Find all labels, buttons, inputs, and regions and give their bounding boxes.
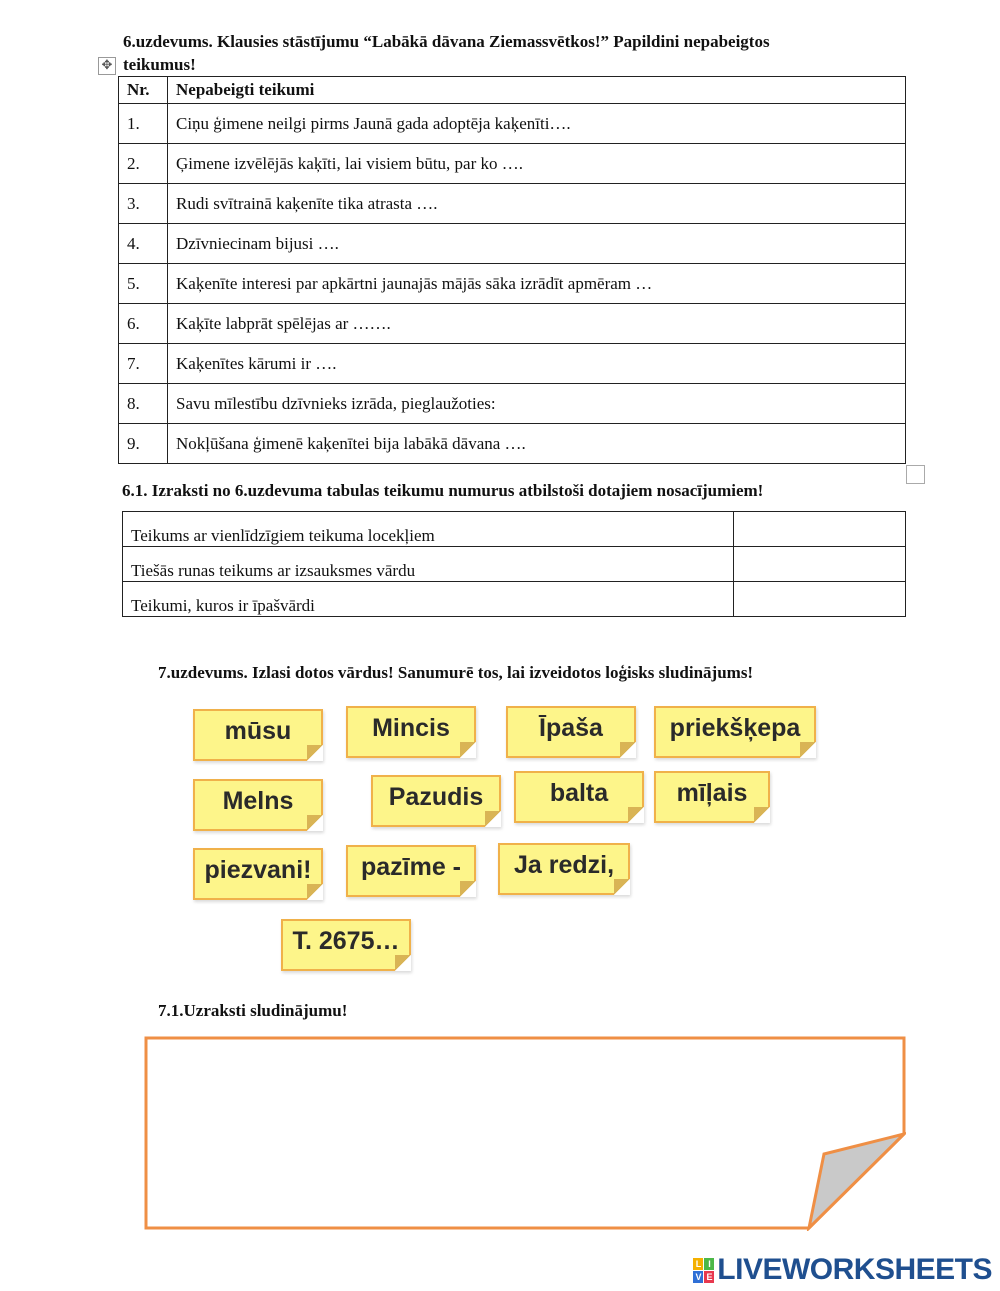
row-sentence: Rudi svītrainā kaķenīte tika atrasta …. xyxy=(168,184,906,224)
answer-box[interactable] xyxy=(145,1037,905,1230)
answer-cell[interactable] xyxy=(734,512,906,547)
word-note[interactable]: priekšķepa xyxy=(654,706,816,758)
table-row xyxy=(119,104,906,144)
word-note[interactable]: piezvani! xyxy=(193,848,323,900)
word-note[interactable]: mūsu xyxy=(193,709,323,761)
table-row xyxy=(119,344,906,384)
condition-label: Teikumi, kuros ir īpašvārdi xyxy=(123,582,734,617)
word-note[interactable]: pazīme - xyxy=(346,845,476,897)
row-number: 2. xyxy=(119,144,168,184)
table-row xyxy=(119,224,906,264)
table-resize-handle[interactable] xyxy=(906,465,925,484)
answer-input[interactable] xyxy=(742,526,896,546)
row-number: 3. xyxy=(119,184,168,224)
task6-title-line2: teikumus! xyxy=(123,55,196,74)
word-note[interactable]: T. 2675… xyxy=(281,919,411,971)
row-number: 6. xyxy=(119,304,168,344)
logo-tiles-icon: L I V E xyxy=(693,1258,714,1283)
answer-input[interactable] xyxy=(742,561,896,581)
condition-label: Tiešās runas teikums ar izsauksmes vārdu xyxy=(123,547,734,582)
task61-table xyxy=(122,511,906,617)
table-move-handle-icon[interactable]: ✥ xyxy=(98,57,116,75)
row-sentence: Nokļūšana ģimenē kaķenītei bija labākā dāvana …. xyxy=(168,424,906,464)
row-number: 8. xyxy=(119,384,168,424)
logo-text: LIVEWORKSHEETS xyxy=(717,1253,992,1286)
table-row xyxy=(119,424,906,464)
row-sentence: Dzīvniecinam bijusi …. xyxy=(168,224,906,264)
task7-title: 7.uzdevums. Izlasi dotos vārdus! Sanumurē tos, lai izveidotos loģisks sludinājums! xyxy=(158,663,754,682)
word-note[interactable]: Melns xyxy=(193,779,323,831)
answer-input[interactable] xyxy=(742,596,896,616)
condition-label: Teikums ar vienlīdzīgiem teikuma locekļiem xyxy=(123,512,734,547)
task6-table xyxy=(118,76,906,464)
table-row xyxy=(123,582,906,617)
row-sentence: Ciņu ģimene neilgi pirms Jaunā gada adoptēja kaķenīti…. xyxy=(168,104,906,144)
row-number: 7. xyxy=(119,344,168,384)
task6-title-line1: 6.uzdevums. Klausies stāstījumu “Labākā dāvana Ziemassvētkos!” Papildini nepabeigtos xyxy=(123,32,770,51)
row-number: 5. xyxy=(119,264,168,304)
table-row xyxy=(119,304,906,344)
announcement-input[interactable] xyxy=(155,1047,799,1221)
row-sentence: Kaķenītes kārumi ir …. xyxy=(168,344,906,384)
word-note[interactable]: Pazudis xyxy=(371,775,501,827)
table-row xyxy=(123,512,906,547)
header-nr: Nr. xyxy=(119,77,168,104)
table-row xyxy=(119,184,906,224)
row-number: 9. xyxy=(119,424,168,464)
row-sentence: Kaķenīte interesi par apkārtni jaunajās mājās sāka izrādīt apmēram … xyxy=(168,264,906,304)
table-row xyxy=(119,144,906,184)
word-note[interactable]: Īpaša xyxy=(506,706,636,758)
header-sentences: Nepabeigti teikumi xyxy=(168,77,906,104)
task61-title: 6.1. Izraksti no 6.uzdevuma tabulas teikumu numurus atbilstoši dotajiem nosacījumiem! xyxy=(122,481,764,500)
answer-cell[interactable] xyxy=(734,547,906,582)
task71-title: 7.1.Uzraksti sludinājumu! xyxy=(158,1001,348,1020)
table-row xyxy=(119,384,906,424)
row-number: 4. xyxy=(119,224,168,264)
word-note[interactable]: Mincis xyxy=(346,706,476,758)
row-sentence: Savu mīlestību dzīvnieks izrāda, pieglaužoties: xyxy=(168,384,906,424)
table-row xyxy=(123,547,906,582)
word-note[interactable]: mīļais xyxy=(654,771,770,823)
liveworksheets-logo xyxy=(693,1253,992,1287)
row-sentence: Ģimene izvēlējās kaķīti, lai visiem būtu, par ko …. xyxy=(168,144,906,184)
table-row xyxy=(119,264,906,304)
word-note[interactable]: Ja redzi, xyxy=(498,843,630,895)
row-number: 1. xyxy=(119,104,168,144)
row-sentence: Kaķīte labprāt spēlējas ar ……. xyxy=(168,304,906,344)
word-note[interactable]: balta xyxy=(514,771,644,823)
answer-cell[interactable] xyxy=(734,582,906,617)
